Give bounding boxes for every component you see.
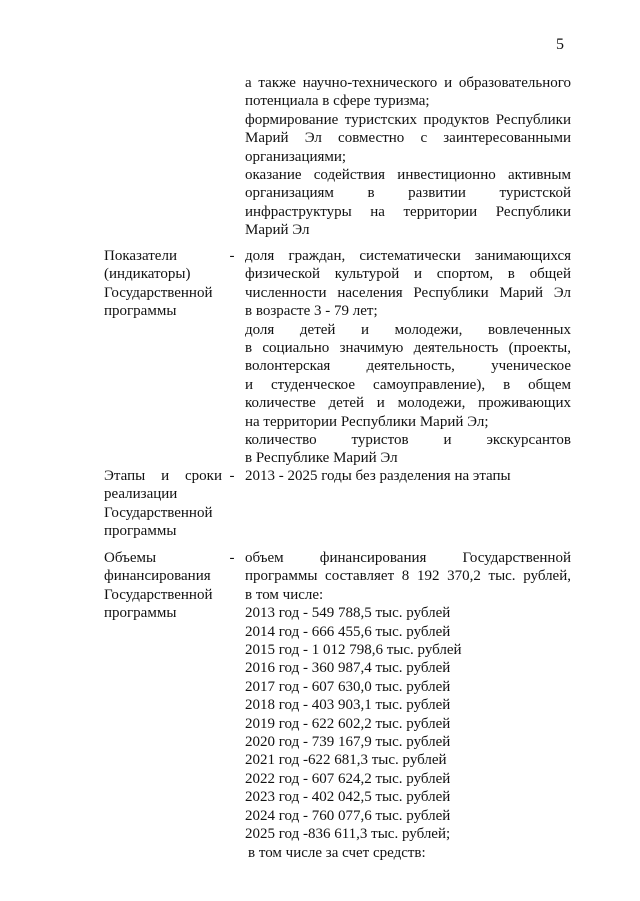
content-line: 2021 год -622 681,3 тыс. рублей [245,752,447,769]
content-line: оказание содействия инвестиционно активным [245,167,571,184]
content-line: организациями; [245,148,347,165]
content-line: 2015 год - 1 012 798,6 тыс. рублей [245,642,462,659]
section-label [104,467,222,541]
label-line: Показатели [104,248,177,264]
content-line: потенциала в сфере туризма; [245,93,430,110]
page-number: 5 [556,36,564,53]
label-line: программы [104,605,177,622]
content-line: волонтерская деятельность, ученическое [245,358,571,375]
content-line: 2025 год -836 611,3 тыс. рублей; [245,826,451,843]
content-line: численности населения Республики Марий Эл [245,284,571,301]
section-content [245,549,571,862]
content-line: 2016 год - 360 987,4 тыс. рублей [245,660,451,677]
content-line: а также научно-технического и образовательного [245,75,571,91]
section-content [245,467,571,485]
content-line: 2013 год - 549 788,5 тыс. рублей [245,605,451,622]
label-line: Государственной [104,284,213,301]
content-line: в том числе за счет средств: [248,844,426,861]
content-line: Марий Эл совместно с заинтересованными [245,130,571,147]
content-line: 2023 год - 402 042,5 тыс. рублей [245,789,451,806]
label-line: Государственной [104,586,213,603]
label-dash: - [229,550,235,566]
section-label [104,247,222,321]
content-line: формирование туристских продуктов Республики [245,111,571,128]
content-line: в Республике Марий Эл [245,450,398,467]
content-line: программы составляет 8 192 370,2 тыс. рублей, [245,568,571,585]
content-line: в социально значимую деятельность (проекты, [245,340,571,357]
content-line: количестве детей и молодежи, проживающих [245,395,571,412]
section-label [104,549,222,623]
label-line: Государственной [104,504,213,521]
content-line: доля детей и молодежи, вовлеченных [245,321,571,338]
content-line: 2020 год - 739 167,9 тыс. рублей [245,734,451,751]
label-line: программы [104,523,177,540]
content-line: организациям в развитии туристской [245,185,571,202]
content-line: 2017 год - 607 630,0 тыс. рублей [245,678,451,695]
label-line: реализации [104,486,178,503]
section-content [245,247,571,468]
content-line: в том числе: [245,586,324,603]
label-line: (индикаторы) [104,266,191,283]
content-line: и студенческое самоуправление), в общем [245,376,571,393]
content-line: доля граждан, систематически занимающихся [245,248,571,264]
content-line: объем финансирования Государственной [245,550,571,566]
label-line: программы [104,303,177,320]
content-line: 2022 год - 607 624,2 тыс. рублей [245,770,451,787]
content-line: 2018 год - 403 903,1 тыс. рублей [245,697,451,714]
label-line: Объемы [104,550,157,566]
content-line: на территории Республики Марий Эл; [245,413,489,430]
label-line: Этапы и сроки [104,468,222,484]
section-content [245,74,571,240]
content-line: инфраструктуры на территории Республики [245,203,571,220]
content-line: физической культурой и спортом, в общей [245,266,571,283]
content-line: в возрасте 3 - 79 лет; [245,303,378,320]
content-line: 2019 год - 622 602,2 тыс. рублей [245,715,451,732]
content-line: 2024 год - 760 077,6 тыс. рублей [245,807,451,824]
content-line: количество туристов и экскурсантов [245,432,571,449]
content-line: 2013 - 2025 годы без разделения на этапы [245,468,511,484]
label-dash: - [229,468,235,484]
label-dash: - [229,248,235,264]
content-line: Марий Эл [245,222,310,239]
label-line: финансирования [104,568,211,585]
content-line: 2014 год - 666 455,6 тыс. рублей [245,623,451,640]
